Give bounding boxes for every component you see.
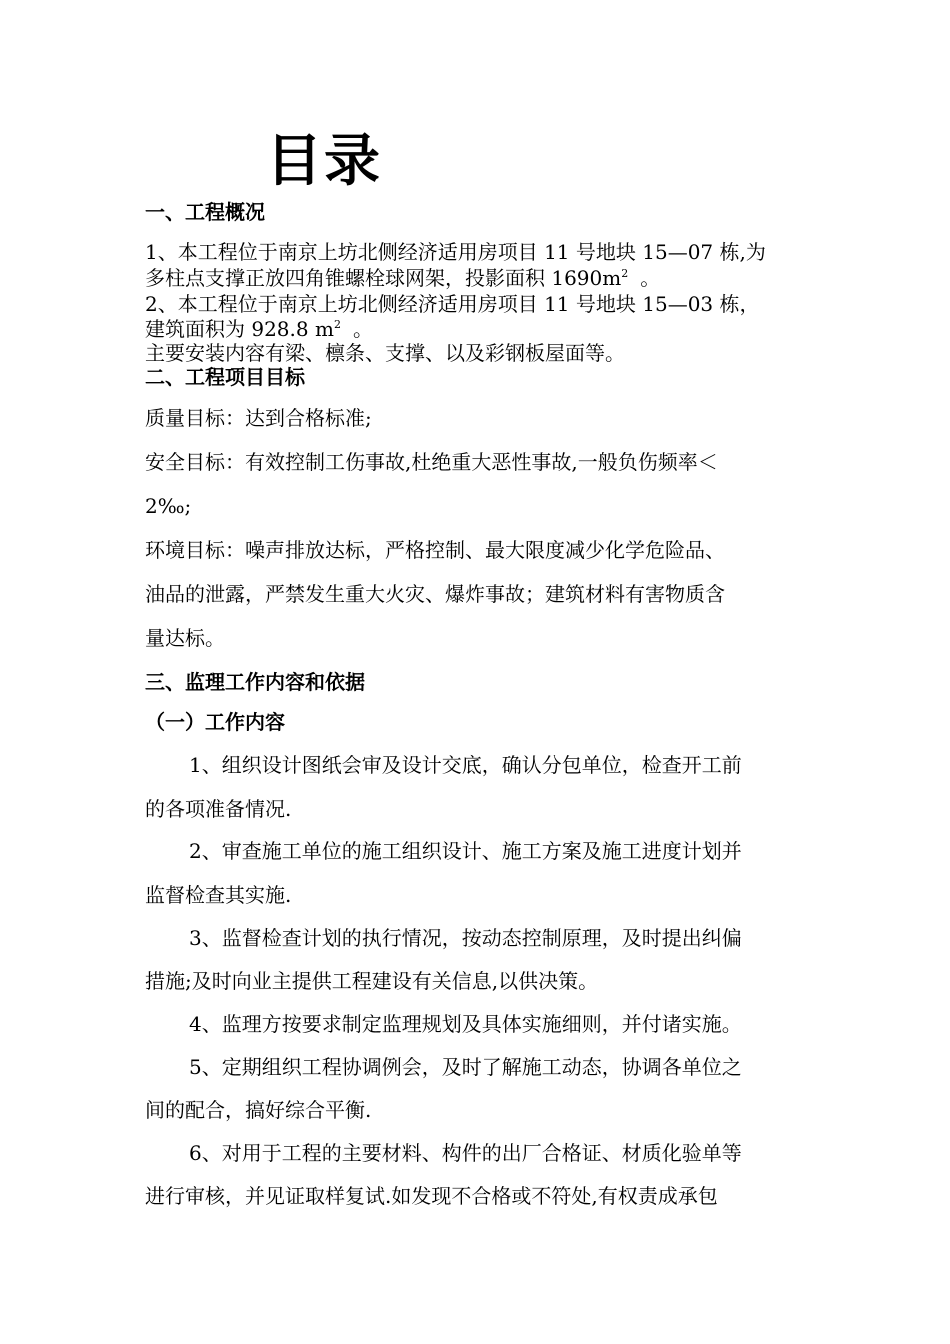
- safety-goal-line-2: 2‰;: [145, 494, 192, 518]
- section-2-heading: 二、工程项目目标: [145, 365, 305, 389]
- section-3-sub-heading: （一）工作内容: [145, 710, 285, 734]
- env-goal-line-3: 量达标。: [145, 626, 225, 650]
- work-item-4-line-1: 4、监理方按要求制定监理规划及具体实施细则，并付诸实施。: [189, 1012, 742, 1036]
- env-goal-line-2: 油品的泄露，严禁发生重大火灾、爆炸事故；建筑材料有害物质含: [145, 582, 725, 606]
- work-item-1-line-2: 的各项准备情况.: [145, 797, 292, 821]
- section-1-item-2-line-1: 2、本工程位于南京上坊北侧经济适用房项目 11 号地块 15—03 栋，: [145, 292, 760, 316]
- section-1-item-2-line-2: [145, 316, 810, 342]
- quality-goal: 质量目标：达到合格标准;: [145, 406, 372, 430]
- work-item-3-line-2: 措施;及时向业主提供工程建设有关信息,以供决策。: [145, 969, 599, 993]
- section-1-item-1-line-1: 1、本工程位于南京上坊北侧经济适用房项目 11 号地块 15—07 栋,为: [145, 240, 766, 264]
- item-2-superscript: 2: [333, 318, 341, 331]
- page-title: 目录: [266, 129, 382, 194]
- item-2-end: 。: [352, 317, 373, 341]
- work-item-2-line-2: 监督检查其实施.: [145, 883, 292, 907]
- work-item-6-line-2: 进行审核，并见证取样复试.如发现不合格或不符处,有权责成承包: [145, 1184, 718, 1208]
- section-1-heading: 一、工程概况: [145, 200, 265, 224]
- item-1-text: 多柱点支撑正放四角锥螺栓球网架，投影面积 1690m: [145, 266, 622, 290]
- section-3-heading: 三、监理工作内容和依据: [145, 670, 365, 694]
- work-item-5-line-1: 5、定期组织工程协调例会，及时了解施工动态，协调各单位之: [189, 1055, 742, 1079]
- section-1-item-1-line-2: [145, 265, 810, 291]
- item-1-end: 。: [640, 266, 661, 290]
- item-1-superscript: 2: [621, 267, 629, 280]
- work-item-3-line-1: 3、监督检查计划的执行情况，按动态控制原理，及时提出纠偏: [189, 926, 742, 950]
- env-goal-line-1: 环境目标：噪声排放达标，严格控制、最大限度减少化学危险品、: [145, 538, 725, 562]
- work-item-2-line-1: 2、审查施工单位的施工组织设计、施工方案及施工进度计划并: [189, 839, 742, 863]
- work-item-1-line-1: 1、组织设计图纸会审及设计交底，确认分包单位，检查开工前: [189, 753, 742, 777]
- work-item-5-line-2: 间的配合，搞好综合平衡.: [145, 1098, 372, 1122]
- item-2-text: 建筑面积为 928.8 m: [145, 317, 334, 341]
- work-item-6-line-1: 6、对用于工程的主要材料、构件的出厂合格证、材质化验单等: [189, 1141, 742, 1165]
- safety-goal-line-1: 安全目标：有效控制工伤事故,杜绝重大恶性事故,一般负伤频率＜: [145, 450, 718, 474]
- section-1-summary: 主要安装内容有梁、檩条、支撑、以及彩钢板屋面等。: [145, 341, 625, 365]
